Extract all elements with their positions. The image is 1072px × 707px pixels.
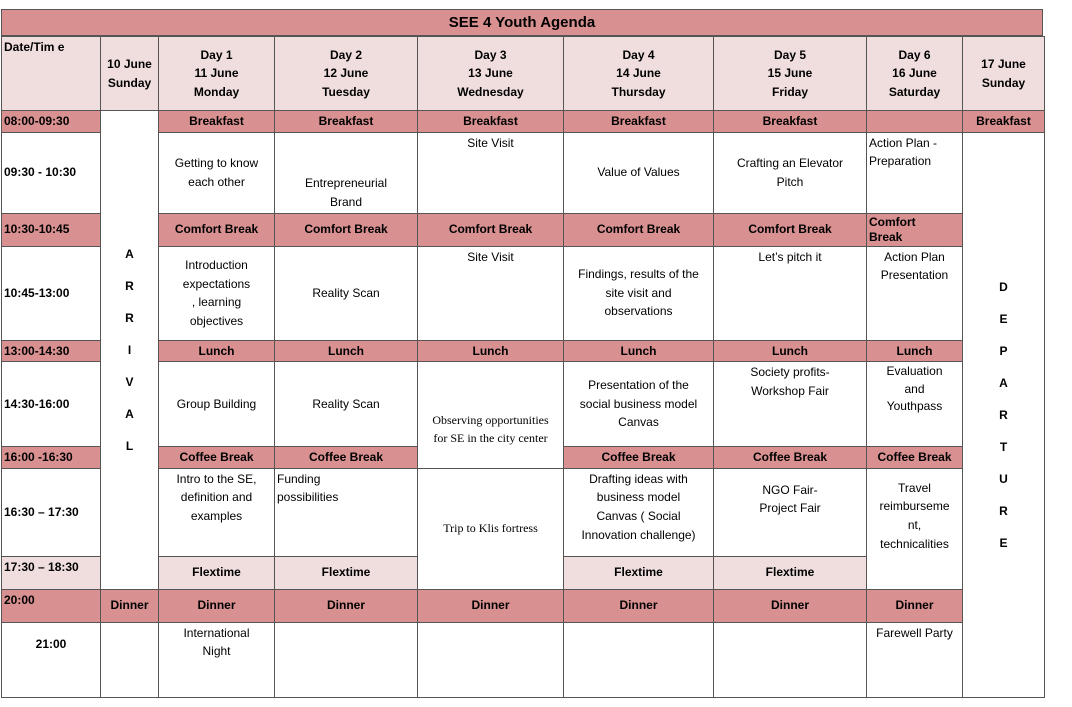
d4-flextime: Flextime	[564, 556, 714, 589]
agenda-table	[1, 36, 1045, 698]
departure-column: D E P A R T U R E	[963, 132, 1045, 697]
row-2000	[2, 589, 1045, 622]
d3-comfort-break: Comfort Break	[418, 213, 564, 246]
row-1300	[2, 340, 1045, 362]
time-1730: 17:30 – 18:30	[2, 556, 101, 589]
d1-coffee-break: Coffee Break	[159, 447, 275, 469]
time-1030: 10:30-10:45	[2, 213, 101, 246]
d2-1045: Reality Scan	[275, 246, 418, 340]
d4-2100	[564, 622, 714, 697]
d4-1630: Drafting ideas with business model Canvas ( Social Innovation challenge)	[564, 468, 714, 556]
d5-lunch: Lunch	[714, 340, 867, 362]
d1-dinner: Dinner	[159, 589, 275, 622]
header-day5: Day 5 15 June Friday	[714, 37, 867, 111]
d6-2100: Farewell Party	[867, 622, 963, 697]
row-0800	[2, 111, 1045, 133]
d1-lunch: Lunch	[159, 340, 275, 362]
time-0800: 08:00-09:30	[2, 111, 101, 133]
d2-breakfast: Breakfast	[275, 111, 418, 133]
d4-breakfast: Breakfast	[564, 111, 714, 133]
d1-1630: Intro to the SE, definition and examples	[159, 468, 275, 556]
d4-1430: Presentation of the social business model Canvas	[564, 362, 714, 447]
d1-breakfast: Breakfast	[159, 111, 275, 133]
d2-dinner: Dinner	[275, 589, 418, 622]
d0-dinner: Dinner	[101, 589, 159, 622]
d2-1430: Reality Scan	[275, 362, 418, 447]
d4-lunch: Lunch	[564, 340, 714, 362]
time-1430: 14:30-16:00	[2, 362, 101, 447]
d1-flextime: Flextime	[159, 556, 275, 589]
header-day1: Day 1 11 June Monday	[159, 37, 275, 111]
row-1630	[2, 468, 1045, 556]
d3-1630: Trip to Klis fortress	[418, 468, 564, 589]
d1-comfort-break: Comfort Break	[159, 213, 275, 246]
time-1600: 16:00 -16:30	[2, 447, 101, 469]
d7-breakfast: Breakfast	[963, 111, 1045, 133]
arrival-column: A R R I V A L	[101, 111, 159, 590]
d3-1430: Observing opportunities for SE in the city center	[418, 362, 564, 469]
d6-coffee-break: Coffee Break	[867, 447, 963, 469]
time-1300: 13:00-14:30	[2, 340, 101, 362]
d3-breakfast: Breakfast	[418, 111, 564, 133]
row-1030	[2, 213, 1045, 246]
row-1045	[2, 246, 1045, 340]
row-2100	[2, 622, 1045, 697]
d3-dinner: Dinner	[418, 589, 564, 622]
d5-dinner: Dinner	[714, 589, 867, 622]
d2-flextime: Flextime	[275, 556, 418, 589]
row-1430	[2, 362, 1045, 447]
header-day6: Day 6 16 June Saturday	[867, 37, 963, 111]
d3-0930: Site Visit	[418, 132, 564, 213]
header-day3: Day 3 13 June Wednesday	[418, 37, 564, 111]
d5-1045: Let’s pitch it	[714, 246, 867, 340]
time-2100: 21:00	[2, 622, 101, 697]
d5-comfort-break: Comfort Break	[714, 213, 867, 246]
header-row	[2, 37, 1045, 111]
header-day0: 10 June Sunday	[101, 37, 159, 111]
time-1630: 16:30 – 17:30	[2, 468, 101, 556]
d6-dinner: Dinner	[867, 589, 963, 622]
d2-1630: Funding possibilities	[275, 468, 418, 556]
d6-0930: Action Plan - Preparation	[867, 132, 963, 213]
d1-1045: Introduction expectations , learning objectives	[159, 246, 275, 340]
d2-0930: Entrepreneurial Brand	[275, 132, 418, 213]
d4-comfort-break: Comfort Break	[564, 213, 714, 246]
d4-1045: Findings, results of the site visit and observations	[564, 246, 714, 340]
d0-2100	[101, 622, 159, 697]
d6-comfort-break: Comfort Break	[867, 213, 963, 246]
d5-coffee-break: Coffee Break	[714, 447, 867, 469]
d6-lunch: Lunch	[867, 340, 963, 362]
d1-2100: International Night	[159, 622, 275, 697]
time-0930: 09:30 - 10:30	[2, 132, 101, 213]
header-date-time: Date/Tim e	[2, 37, 101, 111]
time-2000: 20:00	[2, 589, 101, 622]
d2-coffee-break: Coffee Break	[275, 447, 418, 469]
header-day2: Day 2 12 June Tuesday	[275, 37, 418, 111]
header-day4: Day 4 14 June Thursday	[564, 37, 714, 111]
d5-1630: NGO Fair- Project Fair	[714, 468, 867, 556]
d6-breakfast-empty	[867, 111, 963, 133]
row-0930	[2, 132, 1045, 213]
time-1045: 10:45-13:00	[2, 246, 101, 340]
agenda-title: SEE 4 Youth Agenda	[1, 9, 1043, 36]
d3-2100	[418, 622, 564, 697]
d2-lunch: Lunch	[275, 340, 418, 362]
d5-0930: Crafting an Elevator Pitch	[714, 132, 867, 213]
d6-1630: Travel reimburseme nt, technicalities	[867, 468, 963, 589]
d6-1430: Evaluation and Youthpass	[867, 362, 963, 447]
d4-coffee-break: Coffee Break	[564, 447, 714, 469]
d2-comfort-break: Comfort Break	[275, 213, 418, 246]
d4-dinner: Dinner	[564, 589, 714, 622]
d1-0930: Getting to know each other	[159, 132, 275, 213]
d6-1045: Action Plan Presentation	[867, 246, 963, 340]
d5-1430: Society profits- Workshop Fair	[714, 362, 867, 447]
d4-0930: Value of Values	[564, 132, 714, 213]
d3-1045: Site Visit	[418, 246, 564, 340]
d5-breakfast: Breakfast	[714, 111, 867, 133]
d5-flextime: Flextime	[714, 556, 867, 589]
d1-1430: Group Building	[159, 362, 275, 447]
d5-2100	[714, 622, 867, 697]
d3-lunch: Lunch	[418, 340, 564, 362]
header-day7: 17 June Sunday	[963, 37, 1045, 111]
d2-2100	[275, 622, 418, 697]
